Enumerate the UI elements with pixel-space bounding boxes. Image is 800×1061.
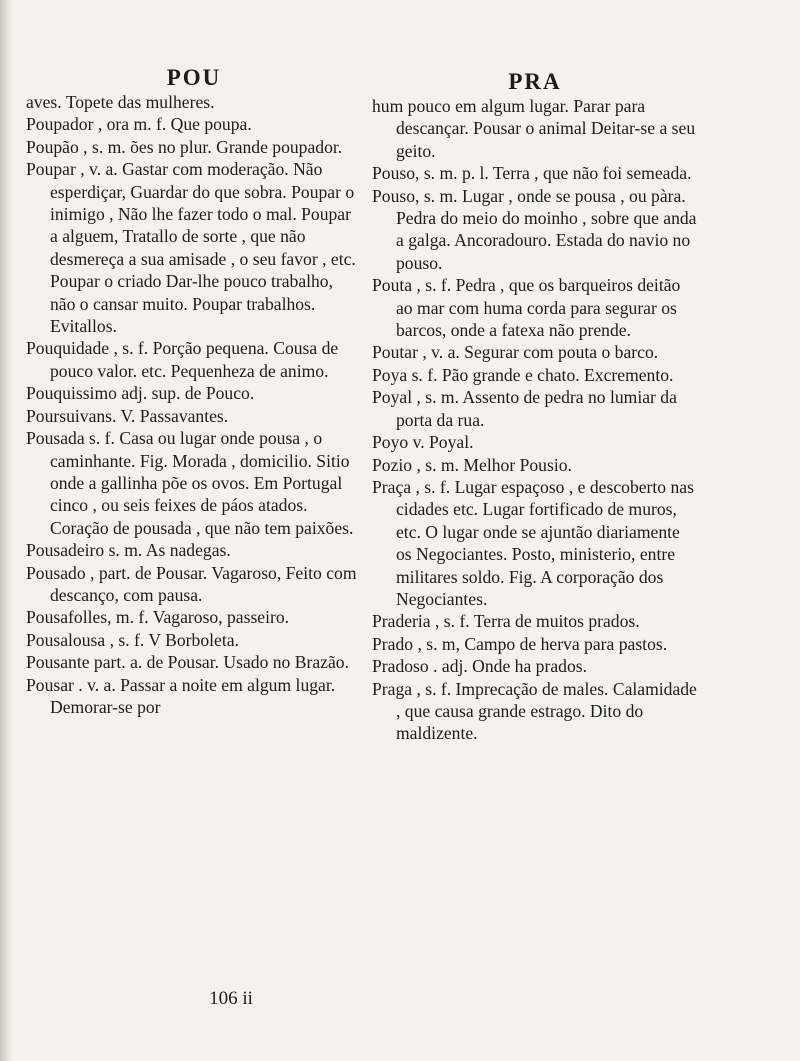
dictionary-entry: Pousadeiro s. m. As nadegas.	[26, 540, 231, 561]
page-binding-edge	[0, 0, 14, 1061]
dictionary-entry: Poursuivans. V. Passavantes.	[26, 405, 229, 426]
dictionary-entry: Pousado , part. de Pousar. Vagaroso, Feito com descanço, com pausa.	[26, 562, 357, 605]
dictionary-entry: Pozio , s. m. Melhor Pousio.	[372, 454, 572, 475]
dictionary-entry: hum pouco em algum lugar. Parar para descançar. Pousar o animal Deitar-se a seu geito.	[372, 96, 696, 161]
dictionary-entry: Pradoso . adj. Onde ha prados.	[372, 656, 587, 677]
left-column	[26, 65, 362, 718]
dictionary-entry: Praça , s. f. Lugar espaçoso , e descoberto nas cidades etc. Lugar fortificado de muros, etc. O lugar onde se ajuntão diariamente os Negociantes. Posto, ministerio, entre militares soldo. Fig. A corporação dos Negociantes.	[372, 476, 694, 609]
dictionary-entry: Pouso, s. m. Lugar , onde se pousa , ou pàra. Pedra do meio do moinho , sobre que anda a galga. Ancoradouro. Estada do navio no pouso.	[372, 185, 697, 273]
dictionary-entry: Pouquissimo adj. sup. de Pouco.	[26, 383, 255, 404]
right-column	[372, 65, 698, 745]
dictionary-entry: Poutar , v. a. Segurar com pouta o barco.	[372, 342, 659, 363]
dictionary-entry: Pouta , s. f. Pedra , que os barqueiros deitão ao mar com huma corda para segurar os barcos, onde a fatexa não prende.	[372, 275, 681, 341]
dictionary-entry: Pousafolles, m. f. Vagaroso, passeiro.	[26, 607, 290, 628]
dictionary-entry: Poya s. f. Pão grande e chato. Excremento.	[372, 364, 674, 385]
dictionary-entry: Prado , s. m, Campo de herva para pastos.	[372, 633, 668, 654]
dictionary-entry: Poupador , ora m. f. Que poupa.	[26, 114, 252, 135]
dictionary-entry: Praga , s. f. Imprecação de males. Calamidade , que causa grande estrago. Dito do maldizente.	[372, 678, 697, 744]
dictionary-entry: Pousar . v. a. Passar a noite em algum lugar. Demorar-se por	[26, 674, 336, 717]
dictionary-entry: Poupar , v. a. Gastar com moderação. Não esperdiçar, Guardar do que sobra. Poupar o inimigo , Não lhe fazer todo o mal. Poupar a alguem, Tratallo de sorte , que não desmereça a sua amisade , o seu favor , etc. Poupar o criado Dar-lhe pouco trabalho, não o cansar muito. Poupar trabalhos. Evitallos.	[26, 159, 356, 337]
dictionary-entry: Poyo v. Poyal.	[372, 432, 474, 453]
dictionary-entry: Praderia , s. f. Terra de muitos prados.	[372, 611, 640, 632]
page-folio: 106 ii	[209, 988, 253, 1009]
dictionary-entry: aves. Topete das mulheres.	[26, 92, 215, 112]
dictionary-entry: Poyal , s. m. Assento de pedra no lumiar da porta da rua.	[372, 387, 677, 430]
dictionary-entry: Pousante part. a. de Pousar. Usado no Brazão.	[26, 652, 349, 673]
dictionary-entry: Pousalousa , s. f. V Borboleta.	[26, 629, 239, 650]
dictionary-entry: Pousada s. f. Casa ou lugar onde pousa , o caminhante. Fig. Morada , domicilio. Sitio onde a gallinha põe os ovos. Em Portugal cinco , ou seis feixes de páos atados. Coração de pousada , que não tem paixões.	[26, 428, 354, 538]
dictionary-entry: Poupão , s. m. ões no plur. Grande poupador.	[26, 136, 343, 157]
dictionary-entry: Pouquidade , s. f. Porção pequena. Cousa de pouco valor. etc. Pequenheza de animo.	[26, 338, 339, 381]
right-running-head: PRA	[508, 69, 562, 94]
dictionary-entry: Pouso, s. m. p. l. Terra , que não foi semeada.	[372, 163, 692, 184]
left-running-head: POU	[166, 65, 222, 90]
